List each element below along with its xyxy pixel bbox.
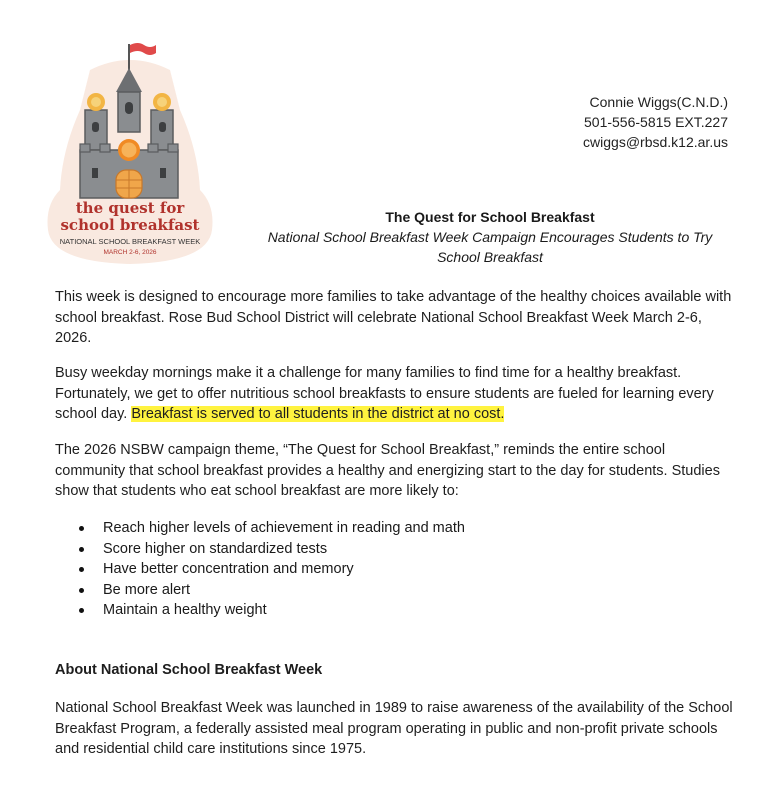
bullet-icon xyxy=(79,588,84,593)
logo-title-line2: school breakfast xyxy=(60,216,200,234)
bullet-icon xyxy=(79,547,84,552)
page-subtitle-line2: School Breakfast xyxy=(437,249,543,265)
logo-title-line1: the quest for xyxy=(75,199,185,217)
highlighted-sentence: Breakfast is served to all students in the district at no cost. xyxy=(131,406,505,422)
intro-paragraph: This week is designed to encourage more families to take advantage of the healthy choices available with school breakfast. Rose Bud School District will celebrate National School Breakfast Week March 2-6, 2026. xyxy=(55,289,732,346)
list-item xyxy=(55,518,465,539)
nsbw-logo xyxy=(30,40,230,265)
bullet-icon xyxy=(79,567,84,572)
theme-paragraph: The 2026 NSBW campaign theme, “The Quest for School Breakfast,” reminds the entire school community that school breakfast provides a healthy and energizing start to the day for students. Studies show that students who eat school breakfast are more likely to: xyxy=(55,442,720,499)
list-item xyxy=(55,600,465,621)
list-item xyxy=(55,580,465,601)
page-title: The Quest for School Breakfast xyxy=(385,209,595,225)
list-item-text: Score higher on standardized tests xyxy=(103,540,328,557)
page-subtitle-line1: National School Breakfast Week Campaign Encourages Students to Try xyxy=(267,229,713,245)
contact-name: Connie Wiggs(C.N.D.) xyxy=(589,94,728,110)
contact-email: cwiggs@rbsd.k12.ar.us xyxy=(583,134,728,150)
benefits-list xyxy=(55,518,465,621)
list-item-text: Reach higher levels of achievement in reading and math xyxy=(103,520,465,536)
list-item-text: Have better concentration and memory xyxy=(103,561,354,578)
bullet-icon xyxy=(79,608,84,613)
about-paragraph: National School Breakfast Week was launched in 1989 to raise awareness of the availability of the School Breakfast Program, a federally assisted meal program operating in public and non-profit private schools and residential child care institutions since 1975. xyxy=(55,700,733,757)
logo-subtitle: NATIONAL SCHOOL BREAKFAST WEEK xyxy=(59,237,201,246)
logo-dates: MARCH 2-6, 2026 xyxy=(103,249,157,256)
busy-paragraph xyxy=(55,363,735,425)
contact-phone: 501-556-5815 EXT.227 xyxy=(584,114,728,130)
list-item-text: Maintain a healthy weight xyxy=(103,602,267,619)
about-heading: About National School Breakfast Week xyxy=(55,662,323,678)
contact-block xyxy=(583,92,728,152)
press-release-heading xyxy=(255,207,725,267)
bullet-icon xyxy=(79,526,84,531)
list-item-text: Be more alert xyxy=(103,581,191,598)
list-item xyxy=(55,539,465,560)
busy-text: Busy weekday mornings make it a challenge for many families to find time for a healthy breakfast. Fortunately, we get to offer nutritious school breakfasts to ensure students are fueled for learning every school day. xyxy=(55,365,714,422)
list-item xyxy=(55,559,465,580)
